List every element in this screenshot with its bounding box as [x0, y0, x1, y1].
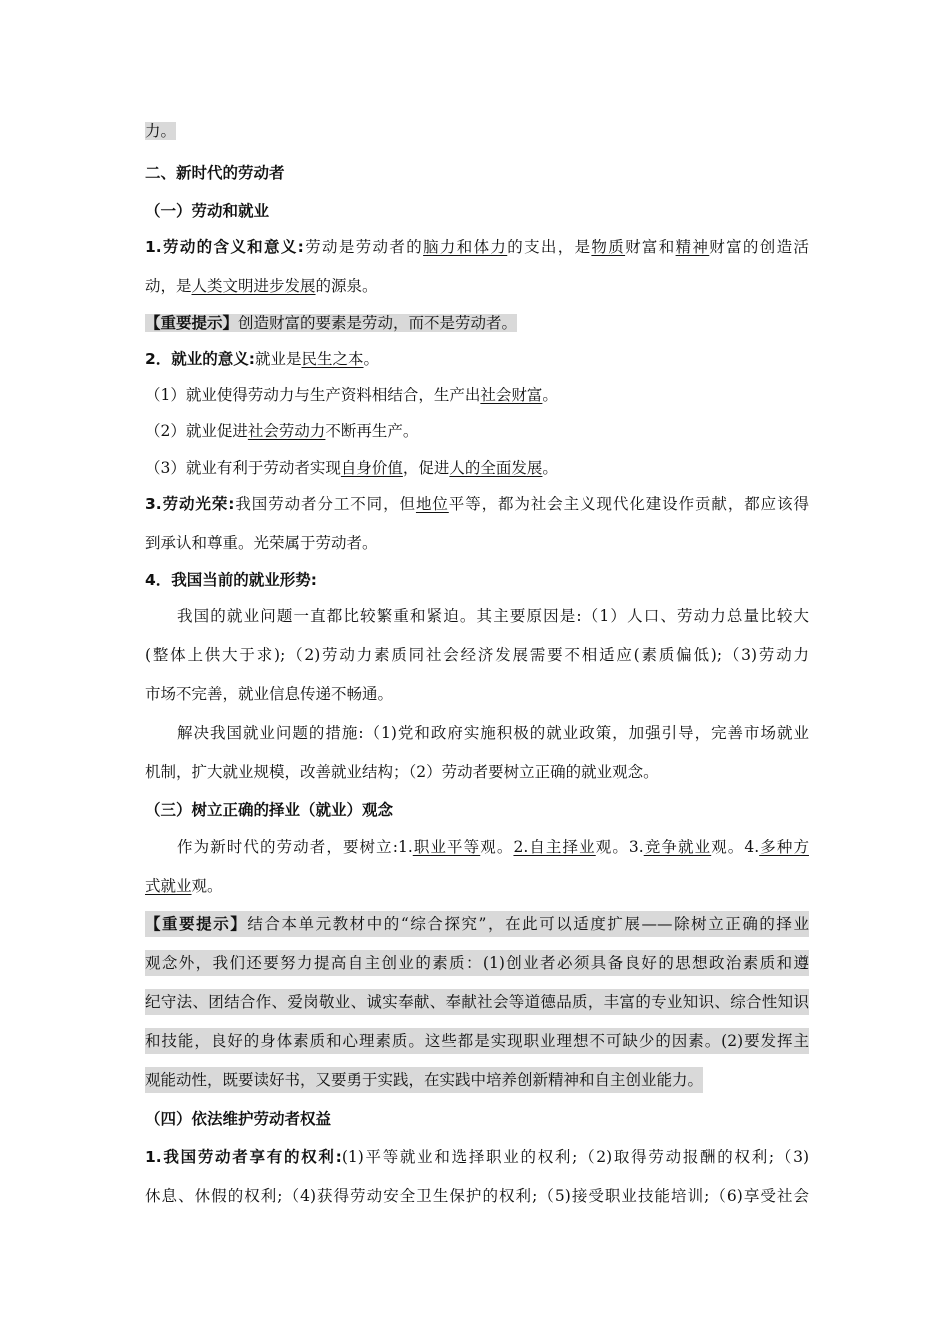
text-line: 休息、休假的权利;（4)获得劳动安全卫生保护的权利;（5)接受职业技能培训;（6)享受社会 — [145, 1187, 809, 1205]
text-span: 财富的创造活 — [709, 238, 809, 256]
text-span: 的支出，是 — [507, 238, 592, 256]
text-line — [145, 118, 176, 144]
text-span: （3）就业有利于劳动者实现 — [145, 459, 341, 477]
text-line — [177, 834, 809, 860]
text-span: 创造财富的要素是劳动，而不是劳动者。 — [238, 314, 518, 332]
text-line — [145, 382, 558, 408]
text-span: 我国劳动者分工不同，但 — [234, 495, 416, 513]
text-span: 财富和 — [625, 238, 676, 256]
text-span: 平等，都为社会主义现代化建设作贡献，都应该得 — [448, 495, 809, 513]
highlighted-text: 纪守法、团结合作、爱岗敬业、诚实奉献、奉献社会等道德品质，丰富的专业知识、综合性知识 — [145, 989, 809, 1015]
text-line: 解决我国就业问题的措施:（1)党和政府实施积极的就业政策，加强引导，完善市场就业 — [177, 724, 809, 742]
text-line: 市场不完善，就业信息传递不畅通。 — [145, 685, 394, 703]
key-term: 2.自主择业 — [513, 838, 596, 856]
text-span: ，促进 — [402, 459, 450, 477]
key-term: 多种方 — [759, 838, 809, 856]
text-span: (1)平等就业和选择职业的权利;（2)取得劳动报酬的权利;（3) — [341, 1148, 809, 1166]
text-span: （1）就业使得劳动力与生产资料相结合，生产出 — [145, 386, 481, 404]
key-term: 社会劳动力 — [247, 422, 326, 440]
text-span: 观。 — [480, 838, 514, 856]
key-term: 民生之本 — [301, 350, 364, 368]
item-heading: 3.劳动光荣: — [145, 495, 235, 513]
section-heading: 二、新时代的劳动者 — [145, 164, 285, 182]
text-span: 观。3. — [595, 838, 644, 856]
key-term: 人类文明进步发展 — [191, 277, 316, 295]
text-line — [145, 455, 558, 481]
key-term: 人的全面发展 — [449, 459, 543, 477]
highlighted-text: 观念外，我们还要努力提高自主创业的素质：(1)创业者必须具备良好的思想政治素质和遵 — [145, 950, 809, 976]
highlighted-text: 力。 — [145, 122, 177, 140]
key-term: 脑力和体力 — [423, 238, 508, 256]
text-line — [145, 346, 379, 372]
text-span: 就业是 — [254, 350, 302, 368]
key-term: 地位 — [415, 495, 449, 513]
key-term: 精神 — [675, 238, 710, 256]
item-heading: 2．就业的意义: — [145, 350, 255, 368]
text-line: (整体上供大于求);（2)劳动力素质同社会经济发展需要不相适应(素质偏低);（3)劳动力 — [145, 646, 809, 664]
item-heading: 1.劳动的含义和意义: — [145, 238, 304, 256]
text-span: 观。4. — [711, 838, 760, 856]
key-term: 社会财富 — [480, 386, 543, 404]
key-term: 职业平等 — [412, 838, 481, 856]
text-span: 。 — [542, 459, 558, 477]
text-span: 。 — [542, 386, 558, 404]
tip-line — [145, 310, 517, 336]
text-line: 机制，扩大就业规模，改善就业结构；（2）劳动者要树立正确的就业观念。 — [145, 763, 659, 781]
text-span: 结合本单元教材中的“综合探究”，在此可以适度扩展——除树立正确的择业 — [247, 915, 809, 933]
tip-label: 【重要提示】 — [145, 314, 239, 332]
tip-label: 【重要提示】 — [145, 915, 248, 933]
subsection-heading: （四）依法维护劳动者权益 — [145, 1110, 332, 1128]
text-line — [145, 1144, 809, 1170]
text-line — [145, 873, 223, 899]
text-span: 劳动是劳动者的 — [303, 238, 424, 256]
item-heading: 1.我国劳动者享有的权利: — [145, 1148, 342, 1166]
tip-line — [145, 911, 809, 937]
subsection-heading: （一）劳动和就业 — [145, 202, 270, 220]
text-span: 。 — [363, 350, 380, 368]
text-line — [145, 273, 378, 299]
highlighted-text: 观能动性，既要读好书，又要勇于实践，在实践中培养创新精神和自主创业能力。 — [145, 1067, 703, 1093]
text-line — [145, 418, 418, 444]
key-term: 竞争就业 — [643, 838, 712, 856]
text-span: 不断再生产。 — [325, 422, 419, 440]
key-term: 自身价值 — [340, 459, 403, 477]
key-term: 式就业 — [145, 877, 192, 895]
text-span: 作为新时代的劳动者，要树立:1. — [177, 838, 413, 856]
text-span: 观。 — [191, 877, 223, 895]
text-line: 到承认和尊重。光荣属于劳动者。 — [145, 534, 378, 552]
text-line: 我国的就业问题一直都比较繁重和紧迫。其主要原因是:（1）人口、劳动力总量比较大 — [177, 607, 809, 625]
text-span: （2）就业促进 — [145, 422, 248, 440]
highlighted-text — [145, 314, 517, 332]
text-span: 动，是 — [145, 277, 192, 295]
subsection-heading: （三）树立正确的择业（就业）观念 — [145, 801, 394, 819]
text-span: 的源泉。 — [315, 277, 378, 295]
highlighted-text: 和技能，良好的身体素质和心理素质。这些都是实现职业理想不可缺少的因素。(2)要发挥主 — [145, 1028, 809, 1054]
text-line — [145, 234, 809, 260]
item-heading: 4．我国当前的就业形势: — [145, 571, 317, 589]
key-term: 物质 — [591, 238, 626, 256]
text-line — [145, 491, 809, 517]
